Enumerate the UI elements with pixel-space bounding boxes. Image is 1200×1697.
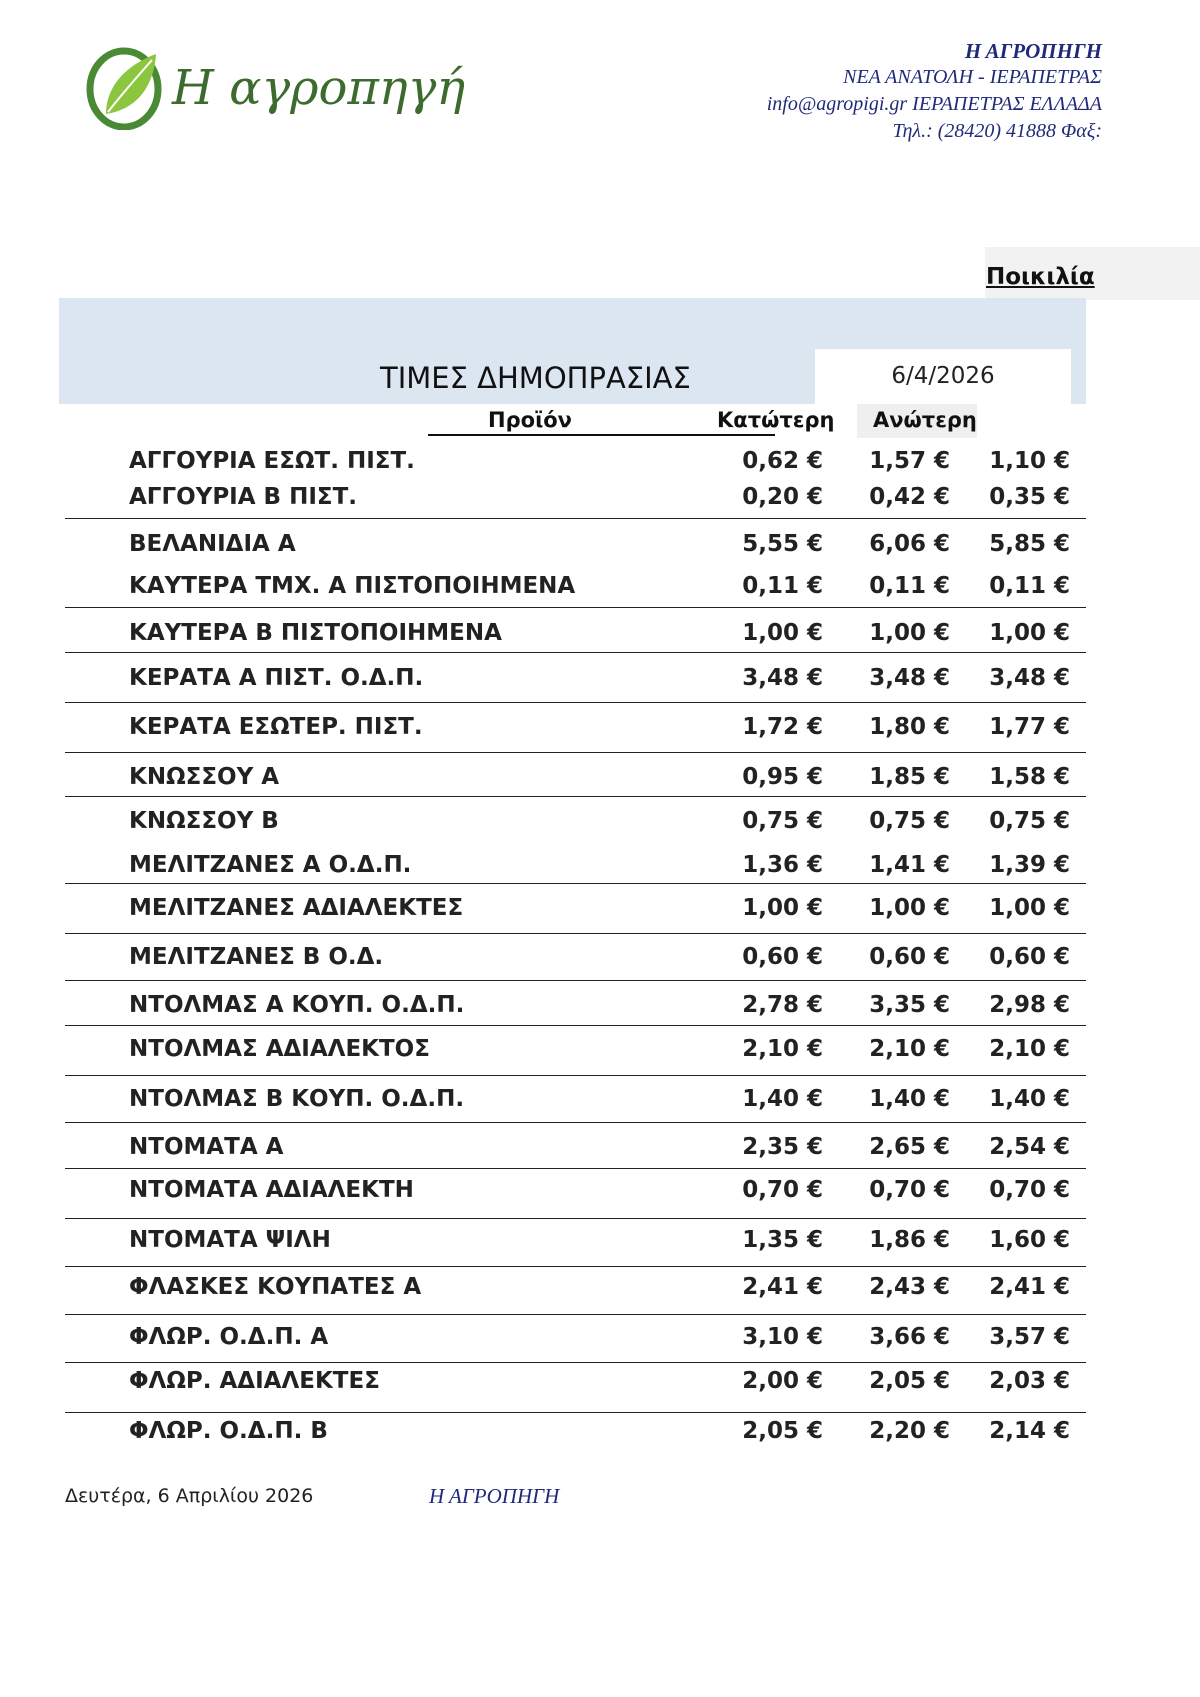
price-low: 2,35 € [742, 1134, 823, 1160]
table-row [0, 614, 1200, 654]
price-high: 0,75 € [869, 808, 950, 834]
table-row [0, 1221, 1200, 1261]
price-low: 1,35 € [742, 1227, 823, 1253]
company-name: Η ΑΓΡΟΠΗΓΗ [964, 39, 1102, 63]
price-low: 2,05 € [742, 1418, 823, 1444]
price-avg: 3,48 € [989, 665, 1070, 691]
product-name: ΦΛΩΡ. Ο.Δ.Π. Β [129, 1418, 328, 1444]
price-low: 0,60 € [742, 944, 823, 970]
price-low: 2,78 € [742, 992, 823, 1018]
row-divider [65, 1122, 1086, 1123]
product-name: ΑΓΓΟΥΡΙΑ Β ΠΙΣΤ. [129, 484, 358, 510]
table-row [0, 1171, 1200, 1211]
product-name: ΝΤΟΛΜΑΣ Α ΚΟΥΠ. Ο.Δ.Π. [129, 992, 465, 1018]
company-email-line: info@agropigi.gr ΙΕΡΑΠΕΤΡΑΣ ΕΛΛΑΔΑ [766, 93, 1102, 115]
header-low: Κατώτερη [717, 408, 835, 432]
price-low: 3,48 € [742, 665, 823, 691]
price-avg: 2,14 € [989, 1418, 1070, 1444]
product-name: ΝΤΟΜΑΤΑ ΨΙΛΗ [129, 1227, 331, 1253]
table-row [0, 802, 1200, 842]
price-high: 2,20 € [869, 1418, 950, 1444]
price-high: 0,70 € [869, 1177, 950, 1203]
price-low: 0,62 € [742, 448, 823, 474]
price-low: 1,72 € [742, 714, 823, 740]
price-high: 2,43 € [869, 1274, 950, 1300]
table-row [0, 478, 1200, 518]
company-logo [84, 40, 466, 140]
row-divider [65, 883, 1086, 884]
price-high: 6,06 € [869, 531, 950, 557]
footer-company: Η ΑΓΡΟΠΗΓΗ [429, 1484, 560, 1508]
auction-date: 6/4/2026 [891, 363, 995, 389]
product-name: ΜΕΛΙΤΖΑΝΕΣ Α Ο.Δ.Π. [129, 852, 412, 878]
price-low: 0,95 € [742, 764, 823, 790]
price-avg: 3,57 € [989, 1324, 1070, 1350]
row-divider [65, 607, 1086, 608]
product-name: ΦΛΩΡ. Ο.Δ.Π. Α [129, 1324, 329, 1350]
table-row [0, 1080, 1200, 1120]
price-high: 1,86 € [869, 1227, 950, 1253]
company-phone-line: Τηλ.: (28420) 41888 Φαξ: [892, 120, 1102, 142]
footer-date: Δευτέρα, 6 Απριλίου 2026 [65, 1485, 314, 1507]
price-avg: 2,54 € [989, 1134, 1070, 1160]
price-high: 3,35 € [869, 992, 950, 1018]
table-row [0, 986, 1200, 1026]
product-name: ΜΕΛΙΤΖΑΝΕΣ Β Ο.Δ. [129, 944, 384, 970]
row-divider [65, 796, 1086, 797]
price-low: 5,55 € [742, 531, 823, 557]
price-low: 0,70 € [742, 1177, 823, 1203]
price-high: 1,80 € [869, 714, 950, 740]
price-avg: 1,10 € [989, 448, 1070, 474]
product-name: ΒΕΛΑΝΙΔΙΑ Α [129, 531, 296, 557]
row-divider [65, 1025, 1086, 1026]
product-name: ΚΑΥΤΕΡΑ Β ΠΙΣΤΟΠΟΙΗΜΕΝΑ [129, 620, 502, 646]
product-name: ΝΤΟΛΜΑΣ Β ΚΟΥΠ. Ο.Δ.Π. [129, 1086, 465, 1112]
row-divider [65, 980, 1086, 981]
price-avg: 0,11 € [989, 573, 1070, 599]
product-name: ΚΝΩΣΣΟΥ Α [129, 764, 280, 790]
table-row [0, 1318, 1200, 1358]
price-low: 1,00 € [742, 620, 823, 646]
price-high: 3,66 € [869, 1324, 950, 1350]
price-low: 0,20 € [742, 484, 823, 510]
price-low: 0,11 € [742, 573, 823, 599]
table-row [0, 659, 1200, 699]
row-divider [65, 1168, 1086, 1169]
header-high: Ανώτερη [873, 408, 977, 432]
price-avg: 0,35 € [989, 484, 1070, 510]
price-low: 3,10 € [742, 1324, 823, 1350]
price-low: 2,00 € [742, 1368, 823, 1394]
product-name: ΑΓΓΟΥΡΙΑ ΕΣΩΤ. ΠΙΣΤ. [129, 448, 415, 474]
company-address: ΝΕΑ ΑΝΑΤΟΛΗ - ΙΕΡΑΠΕΤΡΑΣ [843, 66, 1102, 88]
price-high: 1,57 € [869, 448, 950, 474]
table-row [0, 1412, 1200, 1452]
table-row [0, 846, 1200, 886]
row-divider [65, 1266, 1086, 1267]
row-divider [65, 652, 1086, 653]
price-avg: 0,70 € [989, 1177, 1070, 1203]
product-name: ΦΛΑΣΚΕΣ ΚΟΥΠΑΤΕΣ Α [129, 1274, 422, 1300]
row-divider [65, 1362, 1086, 1363]
price-high: 2,65 € [869, 1134, 950, 1160]
price-high: 1,00 € [869, 895, 950, 921]
price-high: 1,85 € [869, 764, 950, 790]
price-avg: 1,40 € [989, 1086, 1070, 1112]
table-row [0, 1030, 1200, 1070]
price-low: 0,75 € [742, 808, 823, 834]
row-divider [65, 1218, 1086, 1219]
table-row [0, 1362, 1200, 1402]
price-avg: 1,00 € [989, 895, 1070, 921]
price-high: 0,60 € [869, 944, 950, 970]
product-name: ΚΝΩΣΣΟΥ Β [129, 808, 279, 834]
price-avg: 2,41 € [989, 1274, 1070, 1300]
row-divider [65, 702, 1086, 703]
leaf-logo-icon [84, 44, 168, 130]
table-row [0, 889, 1200, 929]
table-row [0, 1268, 1200, 1308]
table-row [0, 938, 1200, 978]
price-avg: 2,03 € [989, 1368, 1070, 1394]
price-high: 2,05 € [869, 1368, 950, 1394]
price-high: 1,41 € [869, 852, 950, 878]
price-high: 0,42 € [869, 484, 950, 510]
product-name: ΝΤΟΜΑΤΑ ΑΔΙΑΛΕΚΤΗ [129, 1177, 414, 1203]
price-low: 2,10 € [742, 1036, 823, 1062]
page-title: ΤΙΜΕΣ ΔΗΜΟΠΡΑΣΙΑΣ [380, 361, 691, 395]
price-avg: 0,75 € [989, 808, 1070, 834]
company-info [767, 38, 1102, 145]
row-divider [65, 752, 1086, 753]
price-high: 0,11 € [869, 573, 950, 599]
price-low: 1,36 € [742, 852, 823, 878]
price-avg: 1,77 € [989, 714, 1070, 740]
price-low: 2,41 € [742, 1274, 823, 1300]
price-avg: 2,98 € [989, 992, 1070, 1018]
row-divider [65, 1412, 1086, 1413]
table-row [0, 1128, 1200, 1168]
variety-label: Ποικιλία [986, 264, 1095, 290]
row-divider [65, 933, 1086, 934]
price-avg: 2,10 € [989, 1036, 1070, 1062]
logo-brand-text: Η αγροπηγή [172, 60, 466, 116]
row-divider [65, 518, 1086, 519]
product-name: ΚΕΡΑΤΑ ΕΣΩΤΕΡ. ΠΙΣΤ. [129, 714, 423, 740]
product-name: ΦΛΩΡ. ΑΔΙΑΛΕΚΤΕΣ [129, 1368, 380, 1394]
row-divider [65, 1314, 1086, 1315]
product-name: ΝΤΟΜΑΤΑ Α [129, 1134, 284, 1160]
table-row [0, 758, 1200, 798]
product-name: ΚΕΡΑΤΑ Α ΠΙΣΤ. Ο.Δ.Π. [129, 665, 424, 691]
price-low: 1,40 € [742, 1086, 823, 1112]
table-row [0, 525, 1200, 565]
price-low: 1,00 € [742, 895, 823, 921]
price-avg: 1,39 € [989, 852, 1070, 878]
price-avg: 1,00 € [989, 620, 1070, 646]
price-avg: 1,60 € [989, 1227, 1070, 1253]
price-high: 1,00 € [869, 620, 950, 646]
product-name: ΜΕΛΙΤΖΑΝΕΣ ΑΔΙΑΛΕΚΤΕΣ [129, 895, 464, 921]
price-high: 3,48 € [869, 665, 950, 691]
price-avg: 5,85 € [989, 531, 1070, 557]
product-name: ΚΑΥΤΕΡΑ ΤΜΧ. Α ΠΙΣΤΟΠΟΙΗΜΕΝΑ [129, 573, 576, 599]
table-row [0, 708, 1200, 748]
header-product-label: Προϊόν [488, 408, 572, 432]
table-row [0, 567, 1200, 607]
row-divider [65, 1075, 1086, 1076]
price-avg: 1,58 € [989, 764, 1070, 790]
table-row [0, 442, 1200, 482]
table-header [59, 404, 1086, 436]
product-name: ΝΤΟΛΜΑΣ ΑΔΙΑΛΕΚΤΟΣ [129, 1036, 430, 1062]
price-high: 1,40 € [869, 1086, 950, 1112]
price-high: 2,10 € [869, 1036, 950, 1062]
price-avg: 0,60 € [989, 944, 1070, 970]
